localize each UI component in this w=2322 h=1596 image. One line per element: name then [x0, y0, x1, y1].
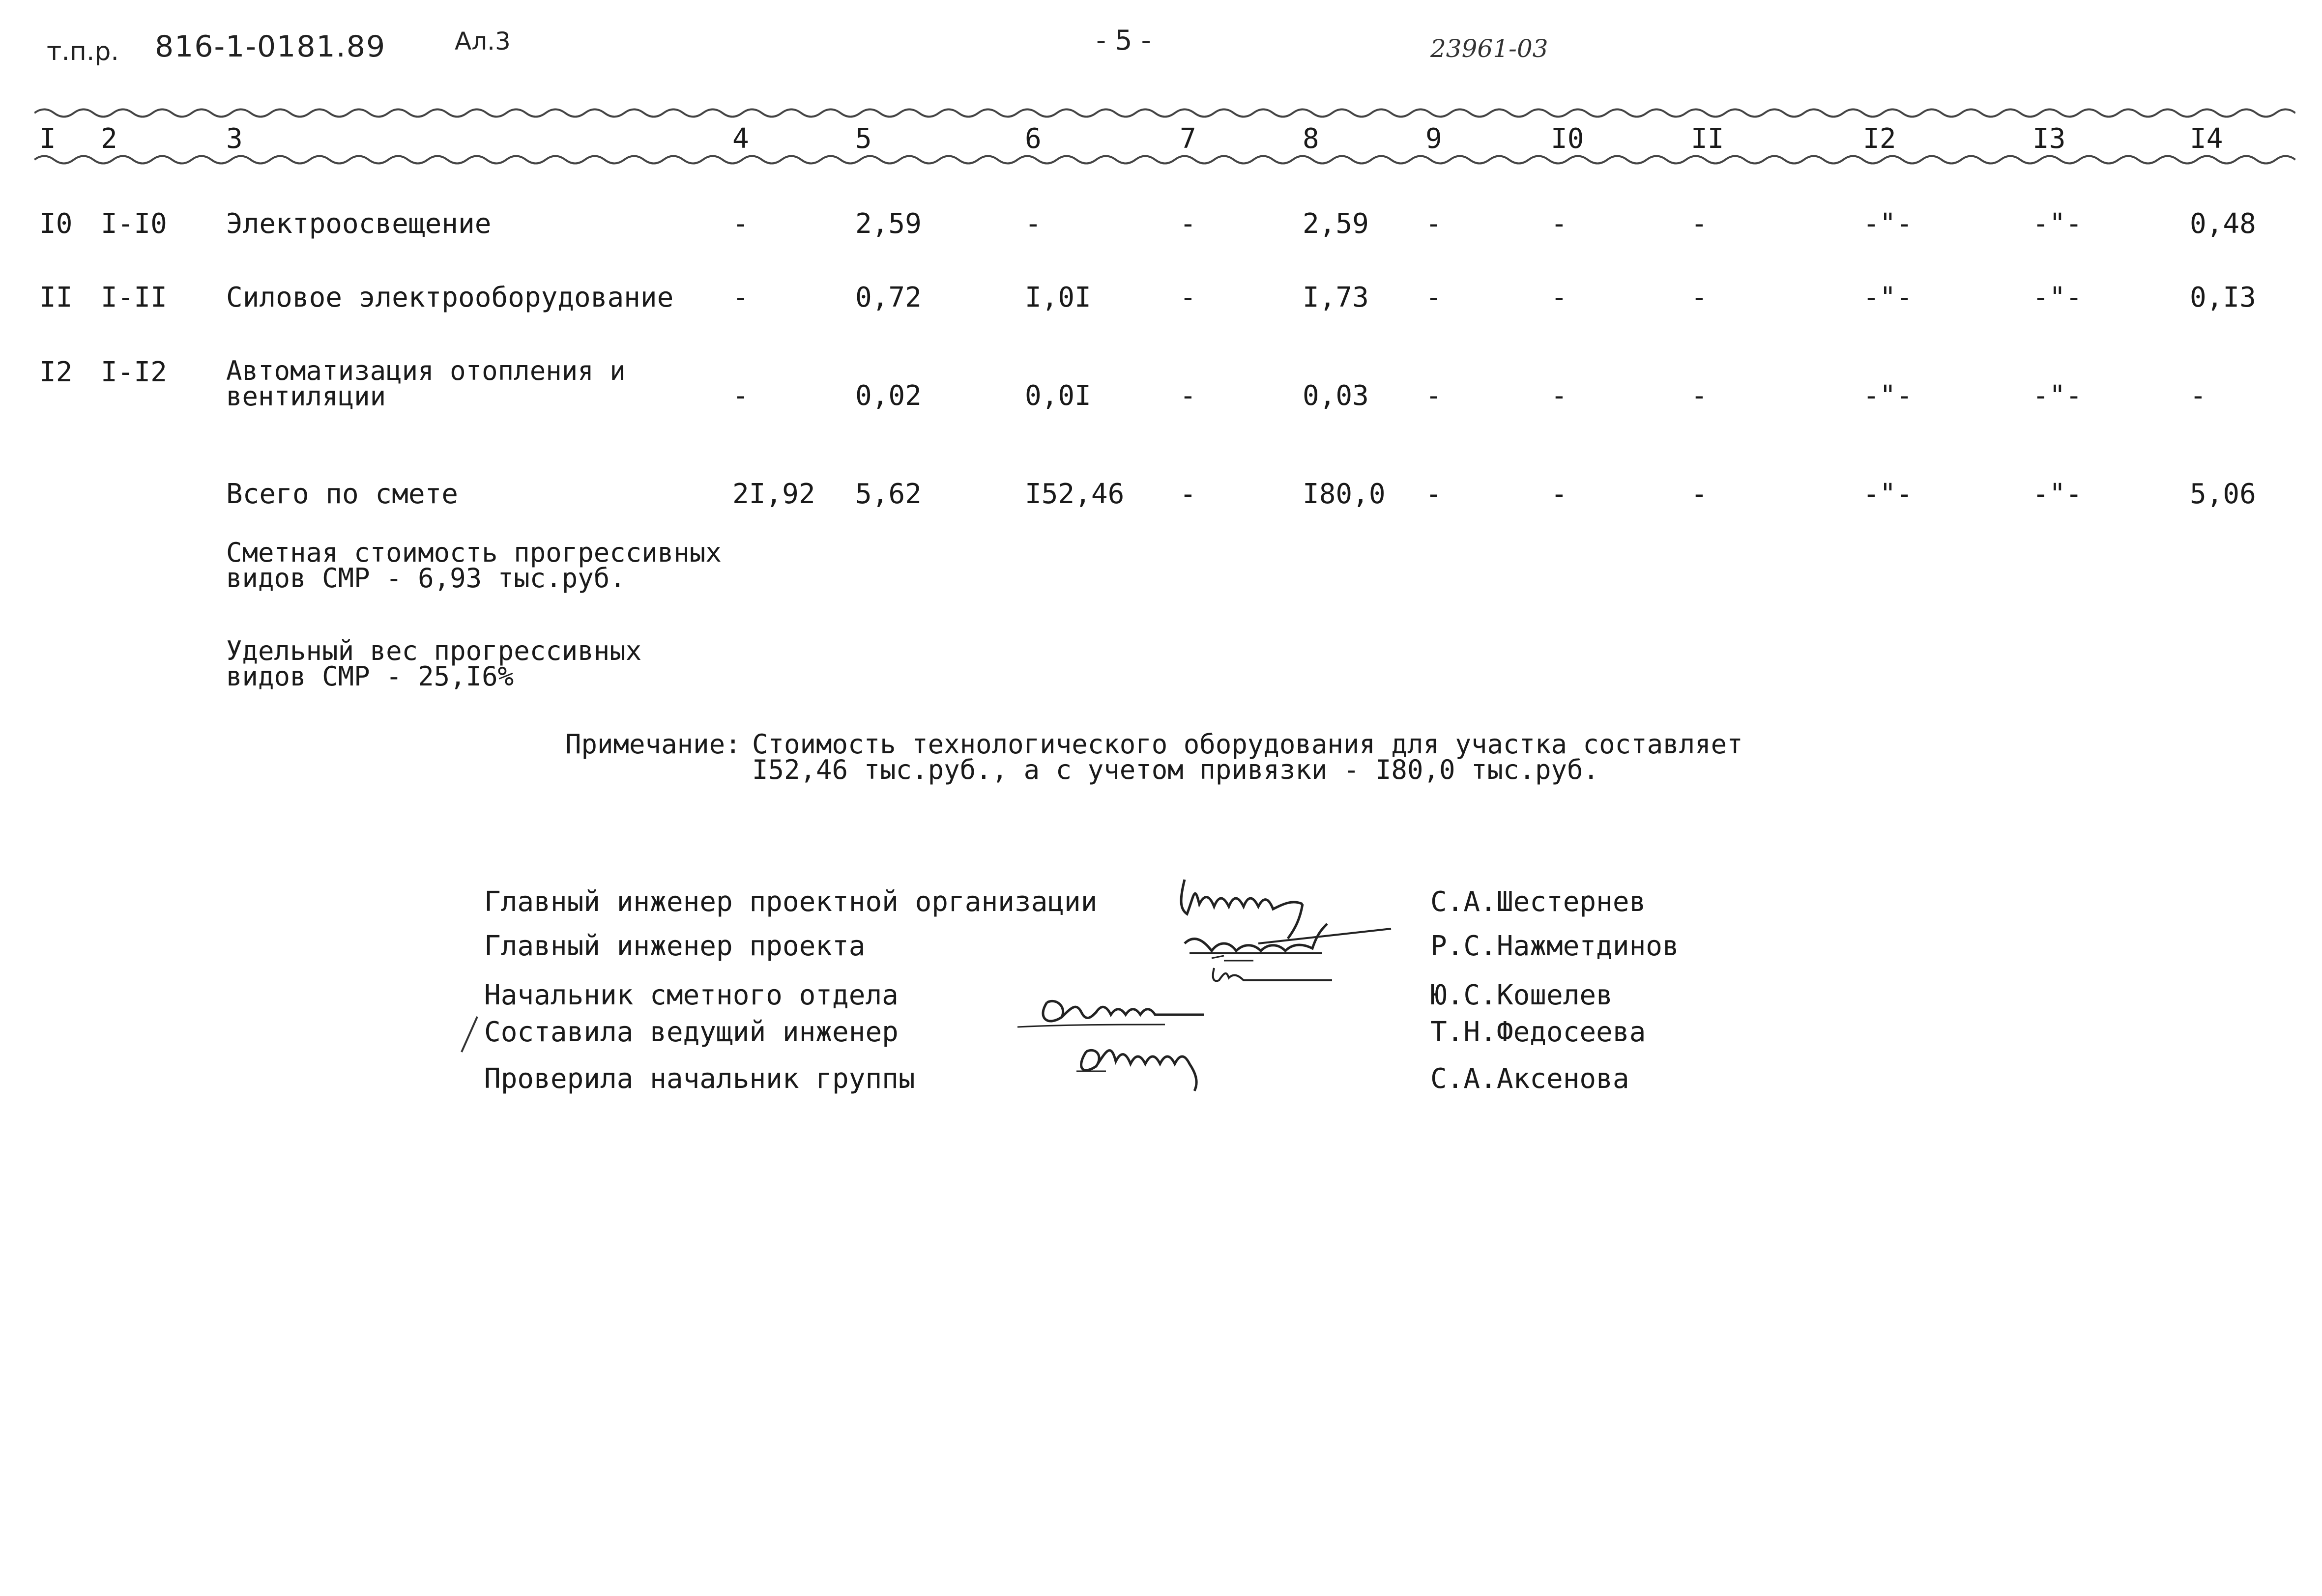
col-header-7: 7: [1180, 123, 1196, 155]
signer-name: С.А.Шестернев: [1430, 886, 1646, 918]
cell-c4: -: [732, 380, 749, 412]
total-c10: -: [1551, 478, 1567, 510]
cell-c5: 0,02: [855, 380, 922, 412]
col-header-2: 2: [101, 123, 117, 155]
album-number: Ал.3: [455, 27, 511, 56]
progressive-weight-line2: видов СМР - 25,I6%: [226, 661, 514, 692]
row-number: II: [39, 282, 73, 314]
cell-c5: 2,59: [855, 208, 922, 240]
page-number: - 5 -: [1096, 25, 1151, 57]
total-c9: -: [1425, 478, 1442, 510]
row-code: I-II: [101, 282, 167, 314]
cell-c4: -: [732, 282, 749, 314]
cell-c12: -"-: [1863, 208, 1913, 240]
total-c14: 5,06: [2190, 478, 2256, 510]
signer-position: Главный инженер проекта: [484, 930, 866, 962]
cell-c13: -"-: [2032, 282, 2083, 314]
cell-c4: -: [732, 208, 749, 240]
cell-c5: 0,72: [855, 282, 922, 314]
progressive-weight-line1: Удельный вес прогрессивных: [226, 635, 642, 666]
cell-c9: -: [1425, 380, 1442, 412]
slash-mark: [460, 1015, 479, 1054]
row-number: I0: [39, 208, 73, 240]
total-label: Всего по смете: [226, 478, 459, 510]
signer-name: Р.С.Нажметдинов: [1430, 930, 1679, 962]
col-header-8: 8: [1303, 123, 1319, 155]
table-header-rule: [34, 152, 2295, 167]
cell-c10: -: [1551, 282, 1567, 314]
col-header-10: I0: [1551, 123, 1584, 155]
signer-position: Главный инженер проектной организации: [484, 886, 1098, 918]
handwritten-signatures: [1017, 855, 1401, 1111]
signer-position: Составила ведущий инженер: [484, 1016, 899, 1048]
cell-c12: -"-: [1863, 380, 1913, 412]
cell-c13: -"-: [2032, 380, 2083, 412]
signer-position: Начальник сметного отдела: [484, 979, 899, 1011]
cell-c14: 0,I3: [2190, 282, 2256, 314]
col-header-12: I2: [1863, 123, 1896, 155]
row-code: I-I0: [101, 208, 167, 240]
total-c4: 2I,92: [732, 478, 815, 510]
cell-c11: -: [1691, 282, 1708, 314]
signer-name: С.А.Аксенова: [1430, 1063, 1629, 1095]
col-header-9: 9: [1425, 123, 1442, 155]
total-c6: I52,46: [1025, 478, 1125, 510]
cell-c7: -: [1180, 380, 1196, 412]
cell-c9: -: [1425, 208, 1442, 240]
signer-name: Т.Н.Федосеева: [1430, 1016, 1646, 1048]
cell-c12: -"-: [1863, 282, 1913, 314]
cell-c8: I,73: [1303, 282, 1369, 314]
total-c5: 5,62: [855, 478, 922, 510]
cell-c10: -: [1551, 380, 1567, 412]
row-title: Силовое электрооборудование: [226, 282, 674, 314]
total-c11: -: [1691, 478, 1708, 510]
total-c12: -"-: [1863, 478, 1913, 510]
cell-c8: 0,03: [1303, 380, 1369, 412]
col-header-4: 4: [732, 123, 749, 155]
col-header-13: I3: [2032, 123, 2066, 155]
cell-c8: 2,59: [1303, 208, 1369, 240]
progressive-cost-line1: Сметная стоимость прогрессивных: [226, 537, 722, 568]
doc-number: 816-1-0181.89: [155, 29, 386, 64]
row-title: Электроосвещение: [226, 208, 492, 240]
progressive-cost-line2: видов СМР - 6,93 тыс.руб.: [226, 563, 626, 594]
doc-prefix: т.п.р.: [47, 37, 119, 66]
row-number: I2: [39, 356, 73, 388]
note-label: Примечание:: [565, 729, 741, 760]
row-title-line1: Автоматизация отопления и: [226, 355, 626, 386]
cell-c14: -: [2190, 380, 2206, 412]
signer-position: Проверила начальник группы: [484, 1063, 915, 1095]
col-header-5: 5: [855, 123, 872, 155]
cell-c9: -: [1425, 282, 1442, 314]
cell-c13: -"-: [2032, 208, 2083, 240]
row-code: I-I2: [101, 356, 167, 388]
total-c8: I80,0: [1303, 478, 1386, 510]
cell-c11: -: [1691, 208, 1708, 240]
cell-c10: -: [1551, 208, 1567, 240]
row-title-line2: вентиляции: [226, 381, 386, 412]
cell-c11: -: [1691, 380, 1708, 412]
cell-c14: 0,48: [2190, 208, 2256, 240]
cell-c6: I,0I: [1025, 282, 1091, 314]
col-header-1: I: [39, 123, 56, 155]
note-line2: I52,46 тыс.руб., а с учетом привязки - I80,0 тыс.руб.: [752, 754, 1599, 785]
total-c7: -: [1180, 478, 1196, 510]
col-header-6: 6: [1025, 123, 1042, 155]
table-top-rule: [34, 106, 2295, 120]
total-c13: -"-: [2032, 478, 2083, 510]
col-header-3: 3: [226, 123, 243, 155]
note-line1: Стоимость технологического оборудования для участка составляет: [752, 729, 1743, 760]
cell-c6: 0,0I: [1025, 380, 1091, 412]
cell-c7: -: [1180, 282, 1196, 314]
archive-stamp: 23961-03: [1430, 34, 1548, 63]
col-header-11: II: [1691, 123, 1724, 155]
cell-c7: -: [1180, 208, 1196, 240]
col-header-14: I4: [2190, 123, 2223, 155]
cell-c6: -: [1025, 208, 1042, 240]
signer-name: Ю.С.Кошелев: [1430, 979, 1613, 1011]
